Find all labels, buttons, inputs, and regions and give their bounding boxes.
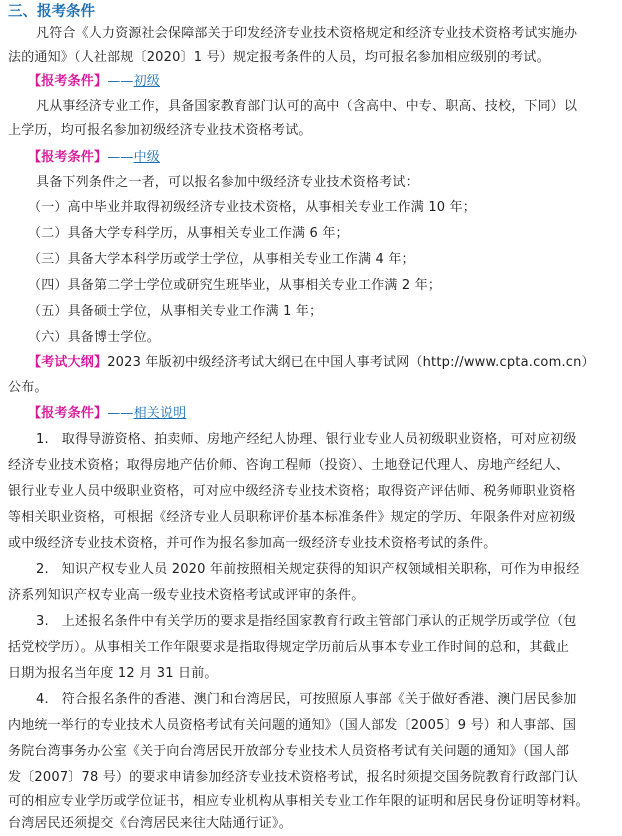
junior-line-2: 上学历，均可报名参加初级经济专业技术资格考试。 (8, 123, 312, 138)
tag-label: 【报考条件】 (28, 406, 108, 421)
junior-line-1: 凡从事经济专业工作，具备国家教育部门认可的高中（含高中、中专、职高、技校，下同）以 (36, 99, 578, 114)
tag-label: 【报考条件】 (28, 150, 108, 165)
note-1-line-5: 或中级经济专业技术资格，并可作为报名参加高一级经济专业技术资格考试的条件。 (8, 536, 497, 551)
note-4-line-3: 务院台湾事务办公室《关于向台湾居民开放部分专业技术人员资格考试有关问题的通知》（国人部 (8, 744, 570, 759)
intro-line-2: 法的通知》（人社部规〔2020〕1 号）规定报考条件的人员，均可报名参加相应级别的考试。 (8, 50, 550, 65)
note-2-line-1: 2. 知识产权专业人员 2020 年前按照相关规定获得的知识产权领域相关职称，可作为申报经 (36, 562, 580, 577)
note-4-line-2: 内地统一举行的专业技术人员资格考试有关问题的通知》（国人部发〔2005〕9 号）和人事部、国 (8, 718, 577, 733)
syllabus-line-2: 公布。 (8, 380, 48, 395)
exam-syllabus-line (8, 353, 614, 373)
link-junior[interactable]: 初级 (133, 74, 161, 89)
link-intermediate[interactable]: 中级 (133, 150, 161, 165)
note-4-line-1: 4. 符合报名条件的香港、澳门和台湾居民，可按照原人事部《关于做好香港、澳门居民参加 (36, 692, 577, 707)
link-notes[interactable]: 相关说明 (133, 406, 187, 421)
heading-notes (8, 404, 614, 424)
note-4-line-4: 发〔2007〕78 号）的要求申请参加经济专业技术资格考试，报名时须提交国务院教育行政部门认 (8, 770, 578, 785)
note-1-line-4: 等相关职业资格，可根据《经济专业人员职称评价基本标准条件》规定的学历、年限条件对应初级 (8, 510, 576, 525)
dash-separator: —— (107, 74, 134, 89)
section-title: 三、报考条件 (8, 4, 95, 20)
intermediate-intro: 具备下列条件之一者，可以报名参加中级经济专业技术资格考试： (36, 175, 419, 190)
heading-junior (8, 72, 614, 92)
note-3-line-1: 3. 上述报名条件中有关学历的要求是指经国家教育行政主管部门承认的正规学历或学位（包 (36, 614, 577, 629)
note-1-line-2: 经济专业技术资格；取得房地产估价师、咨询工程师（投资）、土地登记代理人、房地产经纪人、 (8, 458, 570, 473)
note-1-line-1: 1. 取得导游资格、拍卖师、房地产经纪人协理、银行业专业人员初级职业资格，可对应初级 (36, 432, 577, 447)
note-1-line-3: 银行业专业人员中级职业资格，可对应中级经济专业技术资格；取得资产评估师、税务师职业资格 (8, 484, 576, 499)
note-2-line-2: 济系列知识产权专业高一级专业技术资格考试或评审的条件。 (8, 588, 365, 603)
condition-6: （六）具备博士学位。 (28, 330, 161, 345)
condition-4: （四）具备第二学士学位或研究生班毕业，从事相关专业工作满 2 年； (28, 278, 442, 293)
tag-label: 【考试大纲】 (28, 355, 108, 370)
syllabus-text: 2023 年版初中级经济考试大纲已在中国人事考试网（http://www.cpta.com.cn） (107, 355, 595, 370)
condition-1: （一）高中毕业并取得初级经济专业技术资格，从事相关专业工作满 10 年； (28, 200, 477, 215)
intro-line-1: 凡符合《人力资源社会保障部关于印发经济专业技术资格规定和经济专业技术资格考试实施办 (36, 26, 578, 41)
tag-label: 【报考条件】 (28, 74, 108, 89)
note-4-line-6: 台湾居民还须提交《台湾居民来往大陆通行证》。 (8, 816, 292, 831)
condition-2: （二）具备大学专科学历，从事相关专业工作满 6 年； (28, 226, 349, 241)
dash-separator: —— (107, 150, 134, 165)
note-3-line-2: 括党校学历）。从事相关工作年限要求是指取得规定学历前后从事本专业工作时间的总和，其截止 (8, 640, 570, 655)
condition-3: （三）具备大学本科学历或学士学位，从事相关专业工作满 4 年； (28, 252, 415, 267)
note-3-line-3: 日期为报名当年度 12 月 31 日前。 (8, 666, 218, 681)
dash-separator: —— (107, 406, 134, 421)
condition-5: （五）具备硕士学位，从事相关专业工作满 1 年； (28, 304, 323, 319)
note-4-line-5: 可的相应专业学历或学位证书，相应专业机构从事相关专业工作年限的证明和居民身份证明等材料。 (8, 794, 589, 809)
heading-intermediate (8, 148, 614, 168)
